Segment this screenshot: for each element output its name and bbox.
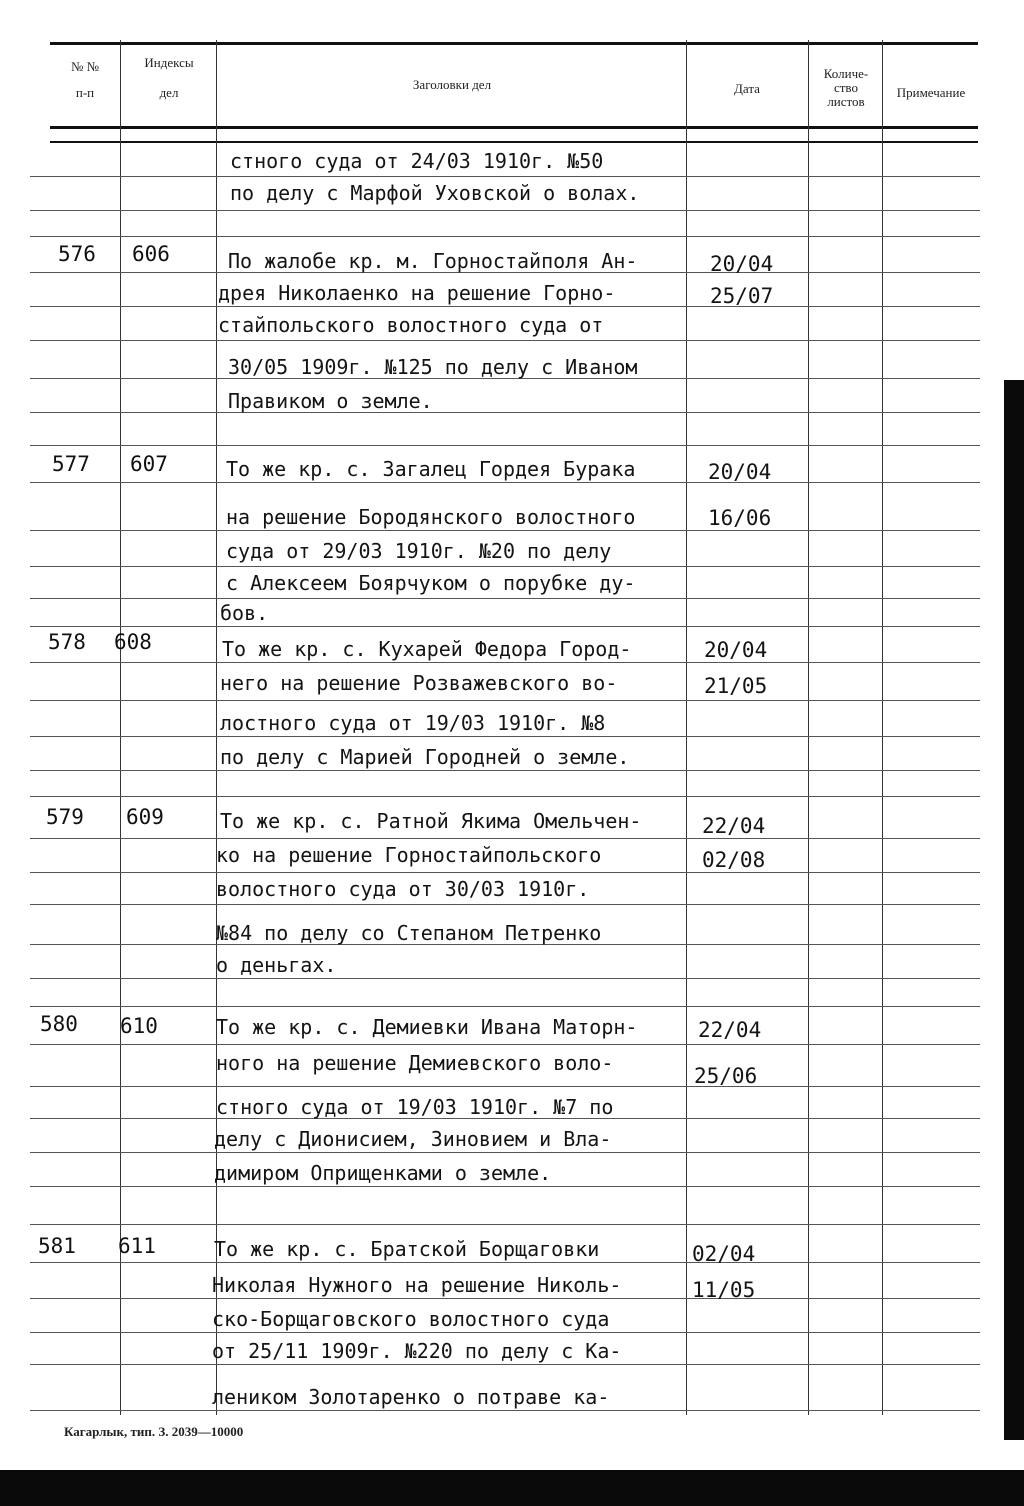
entry-title-line: Правиком о земле. bbox=[228, 389, 433, 413]
entry-title-line: ко на решение Горностайпольского bbox=[216, 843, 602, 867]
header-top-rule bbox=[50, 42, 978, 45]
ruled-line bbox=[30, 482, 980, 483]
ruled-line bbox=[30, 598, 980, 599]
entry-number: 578 bbox=[48, 630, 86, 654]
entry-title-line: делу с Дионисием, Зиновием и Вла- bbox=[214, 1127, 612, 1151]
entry-index: 611 bbox=[118, 1234, 156, 1258]
ruled-line bbox=[30, 770, 980, 771]
ruled-line bbox=[30, 626, 980, 627]
entry-date: 11/05 bbox=[692, 1278, 756, 1302]
ruled-line bbox=[30, 700, 980, 701]
entry-title-line: лостного суда от 19/03 1910г. №8 bbox=[220, 711, 606, 735]
entry-title-line: ного на решение Демиевского воло- bbox=[216, 1051, 614, 1075]
col-index-sublabel: дел bbox=[159, 85, 179, 100]
col-count-header bbox=[808, 67, 884, 109]
col-number-header bbox=[50, 60, 120, 100]
col-index-label: Индексы bbox=[144, 55, 194, 70]
entry-title-line: по делу с Марией Городней о земле. bbox=[220, 745, 630, 769]
col-divider-3 bbox=[686, 40, 687, 1415]
entry-title-line: дрея Николаенко на решение Горно- bbox=[218, 281, 616, 305]
ruled-line bbox=[30, 530, 980, 531]
entry-index: 608 bbox=[114, 630, 152, 654]
ruled-line bbox=[30, 1410, 980, 1411]
ruled-line bbox=[30, 1186, 980, 1187]
entry-title-line: леником Золотаренко о потраве ка- bbox=[212, 1385, 610, 1409]
entry-number: 580 bbox=[40, 1012, 78, 1036]
header-bottom-rule-2 bbox=[50, 141, 978, 143]
ruled-line bbox=[30, 176, 980, 177]
entry-number: 581 bbox=[38, 1234, 76, 1258]
entry-title-line: с Алексеем Боярчуком о порубке ду- bbox=[226, 571, 636, 595]
entry-date: 22/04 bbox=[702, 814, 766, 838]
col-divider-1 bbox=[120, 40, 121, 1415]
col-count-line3: листов bbox=[827, 94, 865, 109]
entry-number: 577 bbox=[52, 452, 90, 476]
entry-date: 25/06 bbox=[694, 1064, 758, 1088]
entry-title-line: него на решение Розважевского во- bbox=[220, 671, 618, 695]
ruled-line bbox=[30, 904, 980, 905]
ruled-line bbox=[30, 1262, 980, 1263]
entry-date: 22/04 bbox=[698, 1018, 762, 1042]
entry-title-line: бов. bbox=[220, 601, 269, 625]
entry-date: 16/06 bbox=[708, 506, 772, 530]
entry-title-line: димиром Оприщенками о земле. bbox=[214, 1161, 552, 1185]
entry-date: 20/04 bbox=[710, 252, 774, 276]
entry-number: 576 bbox=[58, 242, 96, 266]
col-note-header: Примечание bbox=[896, 85, 966, 100]
ruled-line bbox=[30, 340, 980, 341]
ruled-line bbox=[30, 1152, 980, 1153]
ruled-line bbox=[30, 872, 980, 873]
continuation-line: стного суда от 24/03 1910г. №50 bbox=[230, 149, 604, 173]
entry-title-line: ско-Борщаговского волостного суда bbox=[212, 1307, 610, 1331]
col-title-header: Заголовки дел bbox=[412, 77, 492, 92]
ruled-line bbox=[30, 1006, 980, 1007]
ruled-line bbox=[30, 210, 980, 211]
ruled-line bbox=[30, 566, 980, 567]
col-number-label: № № bbox=[70, 59, 100, 74]
scan-dark-bottom bbox=[0, 1470, 1024, 1506]
entry-index: 610 bbox=[120, 1014, 158, 1038]
col-divider-5 bbox=[882, 40, 883, 1415]
entry-date: 02/08 bbox=[702, 848, 766, 872]
ruled-line bbox=[30, 1044, 980, 1045]
entry-date: 25/07 bbox=[710, 284, 774, 308]
ruled-line bbox=[30, 736, 980, 737]
ruled-line bbox=[30, 1224, 980, 1225]
ruled-line bbox=[30, 1298, 980, 1299]
entry-title-line: о деньгах. bbox=[216, 953, 337, 977]
entry-title-line: стайпольского волостного суда от bbox=[218, 313, 604, 337]
header-bottom-rule bbox=[50, 126, 978, 129]
entry-title-line: Николая Нужного на решение Николь- bbox=[212, 1273, 622, 1297]
entry-date: 02/04 bbox=[692, 1242, 756, 1266]
entry-date: 21/05 bbox=[704, 674, 768, 698]
entry-title-line: То же кр. с. Демиевки Ивана Маторн- bbox=[216, 1015, 638, 1039]
entry-index: 606 bbox=[132, 242, 170, 266]
ruled-line bbox=[30, 1332, 980, 1333]
entry-title-line: №84 по делу со Степаном Петренко bbox=[216, 921, 602, 945]
entry-title-line: То же кр. с. Загалец Гордея Бурака bbox=[226, 457, 636, 481]
ruled-line bbox=[30, 978, 980, 979]
ruled-line bbox=[30, 445, 980, 446]
ruled-line bbox=[30, 412, 980, 413]
continuation-line: по делу с Марфой Уховской о волах. bbox=[230, 181, 640, 205]
entry-number: 579 bbox=[46, 805, 84, 829]
entry-date: 20/04 bbox=[704, 638, 768, 662]
entry-index: 607 bbox=[130, 452, 168, 476]
col-count-line1: Количе- bbox=[823, 66, 869, 81]
col-divider-4 bbox=[808, 40, 809, 1415]
entry-title-line: То же кр. с. Братской Борщаговки bbox=[214, 1237, 600, 1261]
ruled-line bbox=[30, 236, 980, 237]
ruled-line bbox=[30, 1364, 980, 1365]
col-divider-2 bbox=[216, 40, 217, 1415]
col-index-header bbox=[120, 56, 218, 100]
ruled-line bbox=[30, 662, 980, 663]
ruled-line bbox=[30, 306, 980, 307]
entry-title-line: 30/05 1909г. №125 по делу с Иваном bbox=[228, 355, 638, 379]
ruled-line bbox=[30, 838, 980, 839]
entry-title-line: То же кр. с. Ратной Якима Омельчен- bbox=[220, 809, 642, 833]
entry-title-line: волостного суда от 30/03 1910г. bbox=[216, 877, 590, 901]
col-date-header: Дата bbox=[734, 81, 760, 96]
entry-title-line: от 25/11 1909г. №220 по делу с Ка- bbox=[212, 1339, 622, 1363]
entry-date: 20/04 bbox=[708, 460, 772, 484]
col-number-sublabel: п-п bbox=[75, 85, 95, 100]
entry-title-line: По жалобе кр. м. Горностайполя Ан- bbox=[228, 249, 638, 273]
scan-dark-edge bbox=[1004, 380, 1024, 1440]
entry-title-line: То же кр. с. Кухарей Федора Город- bbox=[222, 637, 632, 661]
entry-title-line: суда от 29/03 1910г. №20 по делу bbox=[226, 539, 612, 563]
col-count-line2: ство bbox=[833, 80, 858, 95]
printer-imprint: Кагарлык, тип. З. 2039—10000 bbox=[64, 1424, 244, 1439]
ruled-line bbox=[30, 1086, 980, 1087]
ruled-line bbox=[30, 796, 980, 797]
entry-index: 609 bbox=[126, 805, 164, 829]
entry-title-line: на решение Бородянского волостного bbox=[226, 505, 636, 529]
entry-title-line: стного суда от 19/03 1910г. №7 по bbox=[216, 1095, 614, 1119]
